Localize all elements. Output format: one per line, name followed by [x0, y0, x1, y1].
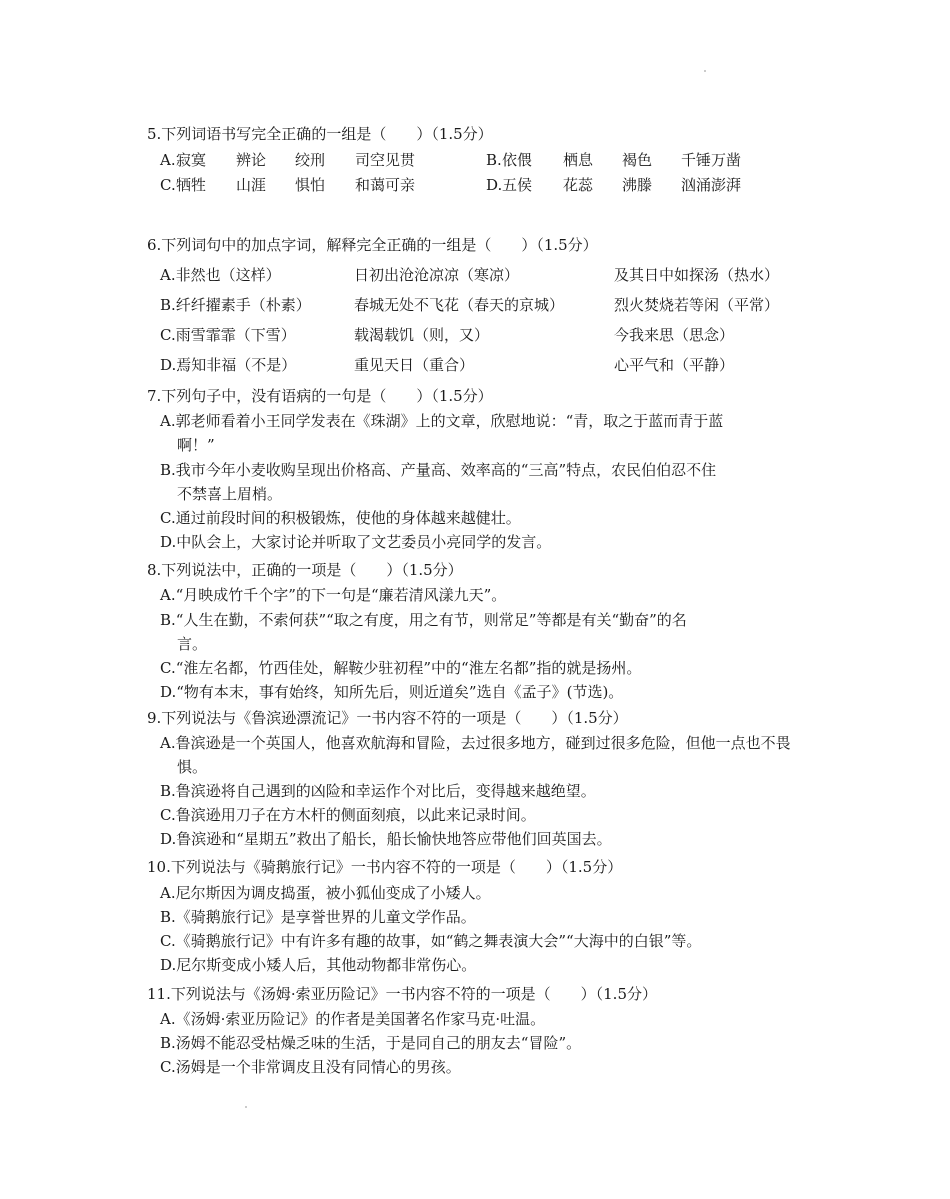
q5-option-a-word: 寂寞: [176, 151, 207, 169]
q9-option-d: D.鲁滨逊和“星期五”救出了船长，船长愉快地答应带他们回英国去。: [160, 830, 612, 848]
q5-option-d-word: 五侯: [502, 176, 533, 194]
q6-option-a-1: A.非然也（这样）: [160, 266, 281, 284]
q11-stem: 11.下列说法与《汤姆·索亚历险记》一书内容不符的一项是（ ）（1.5分）: [147, 985, 657, 1003]
q6-option-d-1: D.焉知非福（不是）: [160, 356, 297, 374]
q9-option-a: A.鲁滨逊是一个英国人，他喜欢航海和冒险，去过很多地方，碰到过很多危险，但他一点也不畏: [160, 734, 791, 752]
q5-option-c-word: 惧怕: [295, 176, 326, 194]
q7-option-d: D.中队会上，大家讨论并听取了文艺委员小亮同学的发言。: [160, 533, 552, 551]
q5-option-b-word: 栖息: [563, 151, 594, 169]
q5-option-c-word: 牺牲: [176, 176, 207, 194]
q9-option-a-cont: 惧。: [177, 758, 208, 776]
q6-option-d-2: 重见天日（重合）: [354, 356, 475, 374]
q6-option-b-1: B.纤纤擢素手（朴素）: [160, 296, 311, 314]
q10-option-b: B.《骑鹅旅行记》是享誉世界的儿童文学作品。: [160, 908, 476, 926]
q7-option-a: A.郭老师看着小王同学发表在《珠湖》上的文章，欣慰地说：“青，取之于蓝而青于蓝: [160, 412, 724, 430]
q5-option-c-word: 山涯: [236, 176, 267, 194]
q10-option-c: C.《骑鹅旅行记》中有许多有趣的故事，如“鹤之舞表演大会”“大海中的白银”等。: [160, 932, 702, 950]
q11-option-c: C.汤姆是一个非常调皮且没有同情心的男孩。: [160, 1058, 461, 1076]
q8-option-c: C.“淮左名都，竹西佳处，解鞍少驻初程”中的“淮左名都”指的就是扬州。: [160, 659, 642, 677]
q8-option-a: A.“月映成竹千个字”的下一句是“廉若清风漾九天”。: [160, 586, 507, 604]
scan-speck: [704, 70, 706, 72]
q8-stem: 8.下列说法中，正确的一项是（ ）（1.5分）: [147, 561, 463, 579]
q5-option-d-label: D.: [486, 176, 503, 194]
q7-option-a-cont: 啊！”: [177, 436, 215, 454]
q9-option-c: C.鲁滨逊用刀子在方木杆的侧面刻痕，以此来记录时间。: [160, 806, 536, 824]
q10-option-a: A.尼尔斯因为调皮捣蛋，被小狐仙变成了小矮人。: [160, 884, 491, 902]
q10-stem: 10.下列说法与《骑鹅旅行记》一书内容不符的一项是（ ）（1.5分）: [147, 858, 623, 876]
scan-speck: [245, 1106, 247, 1108]
q5-stem: 5.下列词语书写完全正确的一组是（ ）（1.5分）: [147, 125, 493, 143]
q5-option-a-word: 绞刑: [295, 151, 326, 169]
q5-option-c-word: 和蔼可亲: [355, 176, 416, 194]
q6-option-a-2: 日初出沧沧凉凉（寒凉）: [354, 266, 520, 284]
q5-option-b-word: 依偎: [502, 151, 533, 169]
q5-option-c-label: C.: [160, 176, 176, 194]
q6-option-d-3: 心平气和（平静）: [614, 356, 735, 374]
q7-option-b: B.我市今年小麦收购呈现出价格高、产量高、效率高的“三高”特点，农民伯伯忍不住: [160, 461, 717, 479]
q6-option-c-2: 载渴载饥（则，又）: [354, 326, 490, 344]
q11-option-a: A.《汤姆·索亚历险记》的作者是美国著名作家马克·吐温。: [160, 1010, 546, 1028]
q6-option-c-1: C.雨雪霏霏（下雪）: [160, 326, 296, 344]
q5-option-b-label: B.: [486, 151, 502, 169]
q5-option-d-word: 汹涌澎湃: [681, 176, 742, 194]
q9-stem: 9.下列说法与《鲁滨逊漂流记》一书内容不符的一项是（ ）（1.5分）: [147, 709, 628, 727]
q5-option-a-word: 辨论: [236, 151, 267, 169]
q6-option-c-3: 今我来思（思念）: [614, 326, 735, 344]
q5-option-b-word: 千锤万凿: [681, 151, 742, 169]
q10-option-d: D.尼尔斯变成小矮人后，其他动物都非常伤心。: [160, 956, 477, 974]
q6-stem: 6.下列词句中的加点字词，解释完全正确的一组是（ ）（1.5分）: [147, 236, 598, 254]
q5-option-b-word: 褐色: [622, 151, 653, 169]
q8-option-b: B.“人生在勤，不索何获”“取之有度，用之有节，则常足”等都是有关“勤奋”的名: [160, 611, 687, 629]
q7-stem: 7.下列句子中，没有语病的一句是（ ）（1.5分）: [147, 387, 493, 405]
q6-option-a-3: 及其日中如探汤（热水）: [614, 266, 780, 284]
q5-option-a-label: A.: [160, 151, 176, 169]
q5-option-d-word: 沸滕: [622, 176, 653, 194]
q6-option-b-3: 烈火焚烧若等闲（平常）: [614, 296, 780, 314]
q7-option-b-cont: 不禁喜上眉梢。: [177, 485, 283, 503]
q8-option-d: D.“物有本末，事有始终，知所先后，则近道矣”选自《孟子》(节选)。: [160, 683, 624, 701]
q11-option-b: B.汤姆不能忍受枯燥乏味的生活，于是同自己的朋友去“冒险”。: [160, 1034, 582, 1052]
q5-option-a-word: 司空见贯: [355, 151, 416, 169]
q9-option-b: B.鲁滨逊将自己遇到的凶险和幸运作个对比后，变得越来越绝望。: [160, 782, 596, 800]
q6-option-b-2: 春城无处不飞花（春天的京城）: [354, 296, 565, 314]
q5-option-d-word: 花蕊: [563, 176, 594, 194]
q8-option-b-cont: 言。: [177, 635, 208, 653]
q7-option-c: C.通过前段时间的积极锻炼，使他的身体越来越健壮。: [160, 509, 521, 527]
